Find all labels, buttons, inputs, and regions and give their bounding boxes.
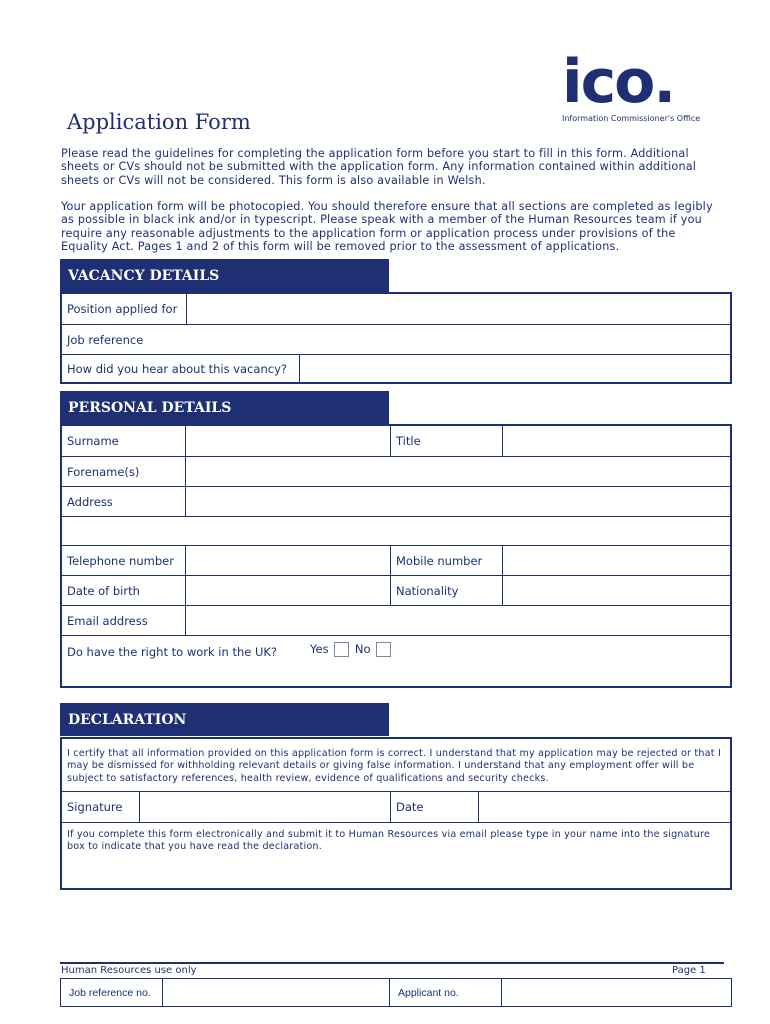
- telephone-row: [62, 546, 730, 576]
- page-title: Application Form: [67, 110, 251, 134]
- nationality-input[interactable]: [503, 576, 730, 605]
- address-input[interactable]: [186, 487, 730, 516]
- ico-logo: [562, 47, 702, 123]
- right-to-work-label: Do have the right to work in the UK?: [67, 645, 278, 659]
- hr-applicant-input[interactable]: [502, 979, 731, 1006]
- logo-mark: ico.: [562, 47, 675, 117]
- forenames-row: [62, 457, 730, 487]
- declaration-text: I certify that all information provided on this application form is correct. I understand that my application may be rejected or that I may be dismissed for withholding relevant details or giving false information. I understand that any employment offer will be subject to satisfactory references, health review, evidence of qualifications and security checks.: [67, 748, 721, 784]
- job-reference-input[interactable]: [187, 325, 730, 354]
- hear-input[interactable]: [300, 355, 730, 382]
- position-input[interactable]: [187, 294, 730, 324]
- hr-job-reference-input[interactable]: [163, 979, 390, 1006]
- yes-checkbox[interactable]: [334, 642, 349, 657]
- mobile-input[interactable]: [503, 546, 730, 575]
- email-input[interactable]: [186, 606, 730, 635]
- forenames-input[interactable]: [186, 457, 730, 486]
- dob-row: [62, 576, 730, 606]
- title-label: Title: [391, 426, 503, 456]
- address-line-2-input[interactable]: [62, 517, 730, 545]
- forenames-label: Forename(s): [62, 457, 186, 486]
- hr-applicant-label: Applicant no.: [390, 979, 502, 1006]
- nationality-label: Nationality: [391, 576, 503, 605]
- page-number: Page 1: [672, 965, 706, 976]
- hr-use-label: Human Resources use only: [61, 965, 197, 976]
- declaration-heading: DECLARATION: [60, 703, 389, 736]
- email-label: Email address: [62, 606, 186, 635]
- position-row: [62, 294, 730, 325]
- email-row: [62, 606, 730, 636]
- personal-details-heading: PERSONAL DETAILS: [60, 391, 389, 424]
- yes-label: Yes: [310, 642, 329, 656]
- surname-row: [62, 426, 730, 457]
- dob-input[interactable]: [186, 576, 391, 605]
- date-label: Date: [391, 792, 479, 822]
- telephone-input[interactable]: [186, 546, 391, 575]
- hr-job-reference-label: Job reference no.: [61, 979, 163, 1006]
- footer-divider: [60, 962, 724, 964]
- surname-label: Surname: [62, 426, 186, 456]
- no-checkbox[interactable]: [376, 642, 391, 657]
- hr-use-table: [60, 978, 732, 1007]
- telephone-label: Telephone number: [62, 546, 186, 575]
- hear-label: How did you hear about this vacancy?: [62, 355, 300, 382]
- date-input[interactable]: [479, 792, 730, 822]
- dob-label: Date of birth: [62, 576, 186, 605]
- title-input[interactable]: [503, 426, 730, 456]
- position-label: Position applied for: [62, 294, 187, 324]
- job-reference-row: [62, 325, 730, 355]
- hear-row: [62, 355, 730, 382]
- address-line-2-row: [62, 517, 730, 546]
- no-label: No: [354, 642, 371, 656]
- vacancy-details-section: [60, 292, 732, 384]
- job-reference-label: Job reference: [67, 332, 144, 347]
- intro-paragraph-2: Your application form will be photocopied. You should therefore ensure that all sections are completed as legibly as possible in black ink and/or in typescript. Please speak with a member of the Human Resources team if you require any reasonable adjustments to the application form or application process under provisions of the Equality Act. Pages 1 and 2 of this form will be removed prior to the assessment of applications.: [61, 200, 713, 253]
- address-label: Address: [62, 487, 186, 516]
- signature-input[interactable]: [140, 792, 391, 822]
- logo-subtext: Information Commissioner's Office: [562, 114, 701, 123]
- surname-input[interactable]: [186, 426, 391, 456]
- personal-details-section: [60, 424, 732, 688]
- signature-label: Signature: [62, 792, 140, 822]
- electronic-submission-note: If you complete this form electronically and submit it to Human Resources via email please type in your name into the signature box to indicate that you have read the declaration.: [67, 829, 711, 853]
- signature-row: [62, 791, 730, 823]
- address-row: [62, 487, 730, 517]
- declaration-section: [60, 737, 732, 890]
- intro-paragraph-1: Please read the guidelines for completing the application form before you start to fill in this form. Additional sheets or CVs should not be submitted with the application form. Any information contained within additional sheets or CVs will not be considered. This form is also available in Welsh.: [61, 147, 697, 187]
- mobile-label: Mobile number: [391, 546, 503, 575]
- right-to-work-options: [310, 642, 391, 657]
- vacancy-details-heading: VACANCY DETAILS: [60, 259, 389, 292]
